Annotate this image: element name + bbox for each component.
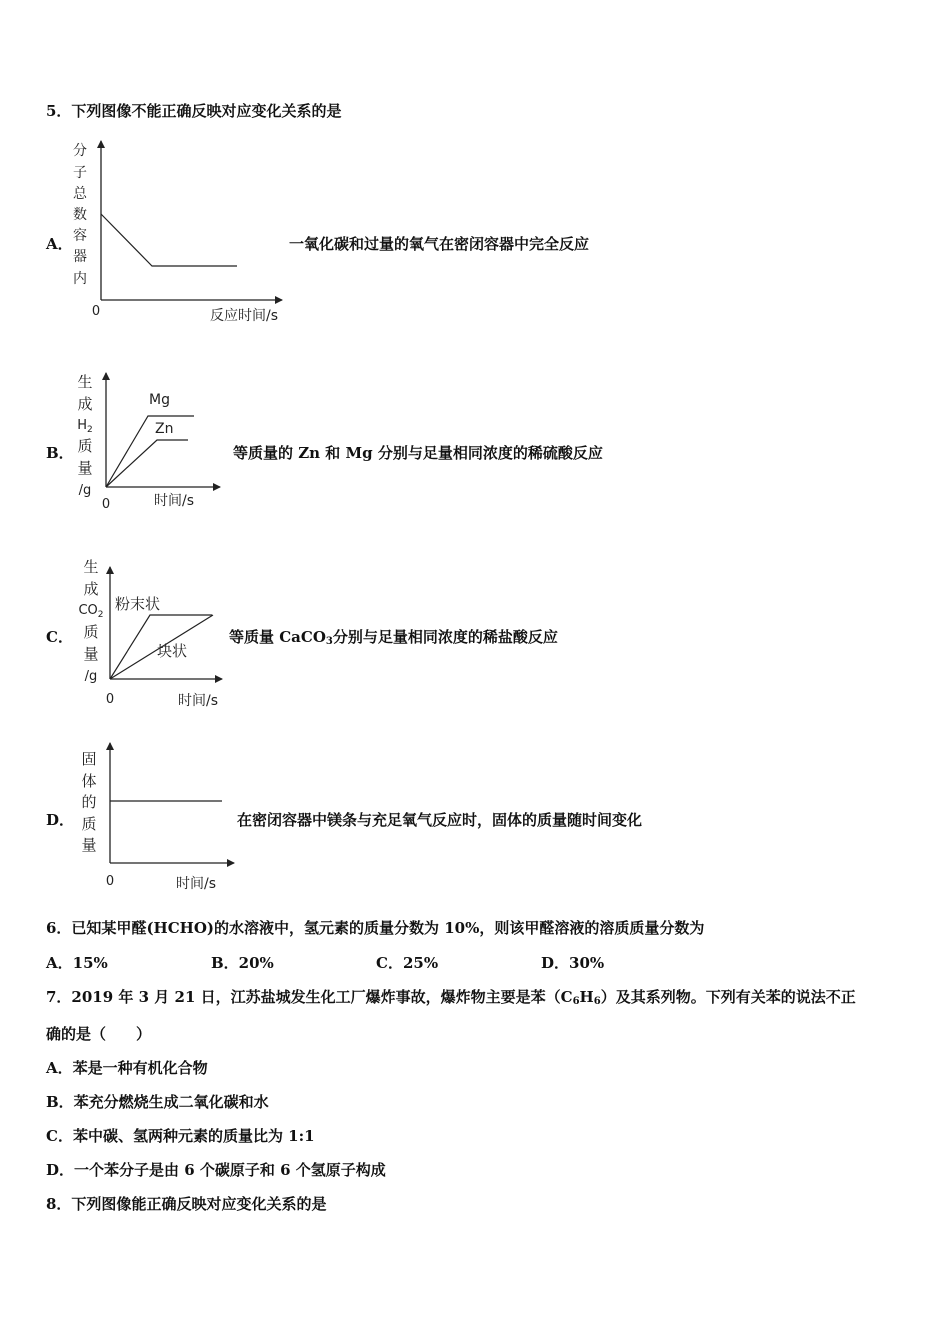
q6-option-a: A．15% — [46, 954, 108, 972]
curve-molecules — [101, 214, 237, 266]
q5-graph-d — [72, 738, 242, 898]
y-label-char: 固 — [81, 750, 97, 768]
origin-label: 0 — [105, 692, 115, 707]
y-label-unit: /g — [78, 483, 92, 498]
y-label-char: 器 — [73, 249, 87, 265]
q5-option-a-desc: 一氧化碳和过量的氧气在密闭容器中完全反应 — [289, 235, 590, 253]
y-label-char: 成 — [83, 580, 99, 598]
line-label-powder: 粉末状 — [115, 595, 161, 613]
line-label-lump: 块状 — [157, 642, 188, 660]
y-label-char: 体 — [81, 772, 97, 790]
q7-stem-line1: 7．2019 年 3 月 21 日，江苏盐城发生化工厂爆炸事故，爆炸物主要是苯$(C_6H_6)$及其系列物。下列有关苯的说法不正 — [46, 988, 856, 1007]
y-label-char: 量 — [83, 645, 99, 663]
y-label-char: 量 — [81, 836, 97, 854]
curve-mg — [106, 416, 194, 487]
y-label-char: 数 — [73, 207, 87, 223]
y-label-char: 生 — [77, 373, 93, 391]
q7-option-c: C．苯中碳、氢两种元素的质量比为 1:1 — [46, 1127, 315, 1145]
y-label-char: 质 — [81, 815, 97, 833]
q6-option-b: B．20% — [211, 954, 274, 972]
y-label-char: 量 — [77, 459, 93, 477]
q6-option-d: D．30% — [541, 954, 605, 972]
x-label: 时间/s — [178, 693, 219, 709]
q5-stem: 5．下列图像不能正确反映对应变化关系的是 — [46, 102, 342, 120]
q5-graph-a — [70, 135, 290, 330]
y-label-char: 成 — [77, 395, 93, 413]
q5-option-d-desc: 在密闭容器中镁条与充足氧气反应时，固体的质量随时间变化 — [237, 811, 643, 829]
q6-stem: 6．已知某甲醛(HCHO)的水溶液中，氢元素的质量分数为 10%，则该甲醛溶液的溶质质量分数为 — [46, 919, 705, 937]
y-label-co2: $CO_2$ — [78, 603, 104, 620]
q7-option-b: B．苯充分燃烧生成二氧化碳和水 — [46, 1093, 269, 1111]
q5-option-b-desc: 等质量的 Zn 和 Mg 分别与足量相同浓度的稀硫酸反应 — [233, 444, 603, 462]
q7-stem-line2: 确的是（ ） — [46, 1025, 152, 1043]
y-label-h2: $H_2$ — [77, 418, 93, 435]
x-label: 时间/s — [176, 876, 217, 892]
y-label-char: 质 — [83, 623, 99, 641]
origin-label: 0 — [101, 497, 111, 512]
q5-option-d-letter: D． — [46, 811, 75, 829]
q5-graph-c — [72, 553, 232, 713]
q6-option-c: C．25% — [376, 954, 439, 972]
q5-option-c-desc: 等质量 CaCO$_3$分别与足量相同浓度的稀盐酸反应 — [229, 628, 558, 647]
y-label-char: 质 — [77, 437, 93, 455]
q7-option-a: A．苯是一种有机化合物 — [46, 1059, 208, 1077]
line-label-zn: Zn — [155, 421, 174, 437]
y-label-char: 生 — [83, 558, 99, 576]
y-label-char: 内 — [73, 271, 87, 287]
x-label: 反应时间/s — [210, 308, 279, 324]
y-label-char: 的 — [81, 793, 97, 811]
q5-option-b-letter: B． — [46, 444, 74, 462]
x-label: 时间/s — [154, 493, 195, 509]
y-label-char: 容 — [73, 228, 87, 244]
q7-option-d: D．一个苯分子是由 6 个碳原子和 6 个氢原子构成 — [46, 1161, 386, 1179]
q5-graph-b — [70, 365, 230, 515]
q5-option-c-letter: C． — [46, 628, 73, 646]
q8-stem: 8．下列图像能正确反映对应变化关系的是 — [46, 1195, 327, 1213]
origin-label: 0 — [91, 304, 101, 319]
curve-zn — [106, 440, 188, 487]
y-label-char: 分 — [73, 143, 87, 159]
y-label-char: 子 — [73, 165, 87, 181]
y-label-unit: /g — [84, 669, 98, 684]
q5-option-a-letter: A． — [46, 235, 73, 253]
y-label-char: 总 — [73, 186, 87, 202]
line-label-mg: Mg — [149, 392, 170, 408]
origin-label: 0 — [105, 874, 115, 889]
